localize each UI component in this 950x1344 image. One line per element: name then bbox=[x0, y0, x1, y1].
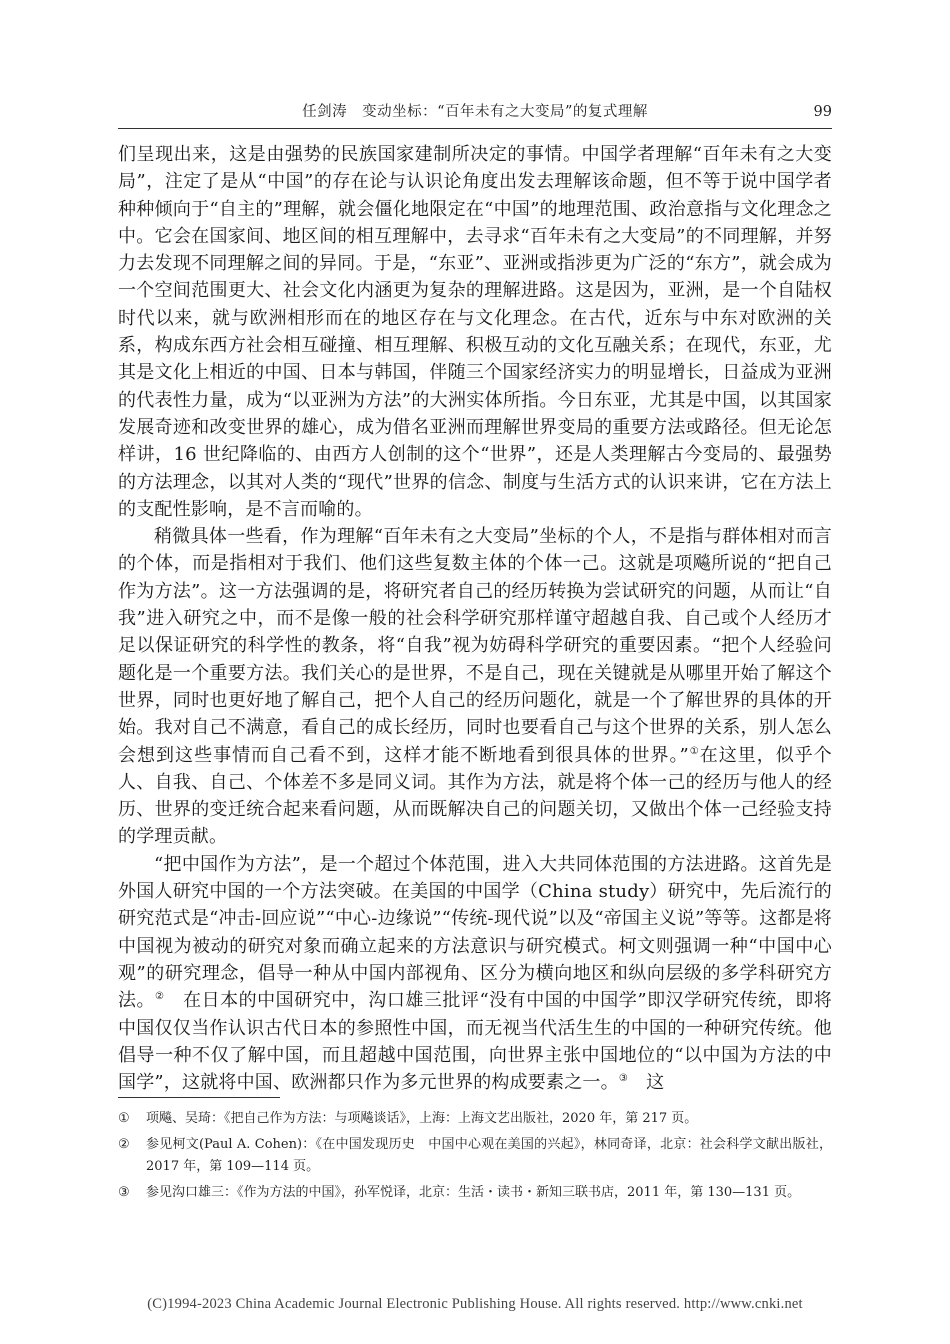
paragraph-text: 在日本的中国研究中，沟口雄三批评“没有中国的中国学”即汉学研究传统，即将中国仅仅当作认识古代日本的参照性中国，而无视当代活生生的中国的一种研究传统。他倡导一种不仅了解中国，而且超越中国范围，向世界主张中国地位的“以中国为方法的中国学”，这就将中国、欧洲都只作为多元世界的构成要素之一。 bbox=[118, 990, 832, 1094]
paragraph-text: 稍微具体一些看，作为理解“百年未有之大变局”坐标的个人，不是指与群体相对而言的个体，而是指相对于我们、他们这些复数主体的个体一己。这就是项飚所说的“把自己作为方法”。这一方法强调的是，将研究者自己的经历转换为尝试研究的问题，从而让“自我”进入研究之中，而不是像一般的社会科学研究那样谨守超越自我、自己或个人经历才足以保证研究的科学性的教条，将“自我”视为妨碍科学研究的重要因素。“把个人经验问题化是一个重要方法。我们关心的是世界，不是自己，现在关键就是从哪里开始了解这个世界，同时也更好地了解自己，把个人自己的经历问题化，就是一个了解世界的具体的开始。我对自己不满意，看自己的成长经历，同时也要看自己与这个世界的关系，别人怎么会想到这些事情而自己看不到，这样才能不断地看到很具体的世界。” bbox=[118, 526, 832, 766]
body-text bbox=[118, 141, 832, 1096]
running-header bbox=[118, 101, 832, 123]
footnote-text: 参见沟口雄三：《作为方法的中国》，孙军悦译，北京：生活・读书・新知三联书店，2011 年，第 130—131 页。 bbox=[146, 1185, 801, 1200]
paragraph-text: 在这里，似乎个人、自我、自己、个体差不多是同义词。其作为方法，就是将个体一己的经历与他人的经历、世界的变迁统合起来看问题，从而既解决自己的问题关切，又做出个体一己经验支持的学理贡献。 bbox=[118, 744, 832, 848]
paragraph-text: 们呈现出来，这是由强势的民族国家建制所决定的事情。中国学者理解“百年未有之大变局”，注定了是从“中国”的存在论与认识论角度出发去理解该命题，但不等于说中国学者种种倾向于“自主的”理解，就会僵化地限定在“中国”的地理范围、政治意指与文化理念之中。它会在国家间、地区间的相互理解中，去寻求“百年未有之大变局”的不同理解，并努力去发现不同理解之间的异同。于是，“东亚”、亚洲或指涉更为广泛的“东方”，就会成为一个空间范围更大、社会文化内涵更为复杂的理解进路。这是因为，亚洲，是一个自陆权时代以来，就与欧洲相形而在的地区存在与文化理念。在古代，近东与中东对欧洲的关系，构成东西方社会相互碰撞、相互理解、积极互动的文化互融关系；在现代，东亚，尤其是文化上相近的中国、日本与韩国，伴随三个国家经济实力的明显增长，日益成为亚洲的代表性力量，成为“以亚洲为方法”的大洲实体所指。今日东亚，尤其是中国，以其国家发展奇迹和改变世界的雄心，成为借名亚洲而理解世界变局的重要方法或路径。但无论怎样讲，16 世纪降临的、由西方人创制的这个“世界”，还是人类理解古今变局的、最强势的方法理念，以其对人类的“现代”世界的信念、制度与生活方式的认识来讲，它在方法上的支配性影响，是不言而喻的。 bbox=[118, 144, 832, 520]
copyright-notice: (C)1994-2023 China Academic Journal Electronic Publishing House. All rights reserved. http://www.cnki.net bbox=[147, 1296, 803, 1312]
paragraph-3 bbox=[118, 851, 832, 1097]
footnotes bbox=[118, 1108, 832, 1208]
footnote-2 bbox=[118, 1134, 832, 1178]
paragraph-1 bbox=[118, 141, 832, 523]
footnote-ref-3[interactable]: ③ bbox=[618, 1073, 628, 1085]
footnote-mark: ② bbox=[118, 1137, 130, 1152]
footnote-3 bbox=[118, 1182, 832, 1204]
footnote-1 bbox=[118, 1108, 832, 1130]
footnote-ref-1[interactable]: ① bbox=[688, 745, 700, 757]
footnote-mark: ③ bbox=[118, 1185, 130, 1200]
footnote-rule bbox=[118, 1097, 280, 1098]
paragraph-2 bbox=[118, 523, 832, 851]
footnote-text: 参见柯文(Paul A. Cohen)：《在中国发现历史 中国中心观在美国的兴起》，林同奇译，北京：社会科学文献出版社，2017 年，第 109—114 页。 bbox=[146, 1137, 832, 1174]
footnote-text: 项飚、吴琦：《把自己作为方法：与项飚谈话》，上海：上海文艺出版社，2020 年，第 217 页。 bbox=[146, 1111, 698, 1126]
running-header-title: 任剑涛 变动坐标：“百年未有之大变局”的复式理解 bbox=[302, 104, 648, 120]
footnote-mark: ① bbox=[118, 1111, 130, 1126]
header-rule bbox=[118, 128, 832, 129]
paragraph-text: 这 bbox=[627, 1072, 665, 1094]
footnote-ref-2[interactable]: ② bbox=[155, 991, 165, 1003]
paragraph-text: “把中国作为方法”，是一个超过个体范围，进入大共同体范围的方法进路。这首先是外国人研究中国的一个方法突破。在美国的中国学（China study）研究中，先后流行的研究范式是“冲击-回应说”“中心-边缘说”“传统-现代说”以及“帝国主义说”等等。这都是将中国视为被动的研究对象而确立起来的方法意识与研究模式。柯文则强调一种“中国中心观”的研究理念，倡导一种从中国内部视角、区分为横向地区和纵向层级的多学科研究方法。 bbox=[118, 853, 832, 1012]
page-number: 99 bbox=[813, 104, 832, 120]
